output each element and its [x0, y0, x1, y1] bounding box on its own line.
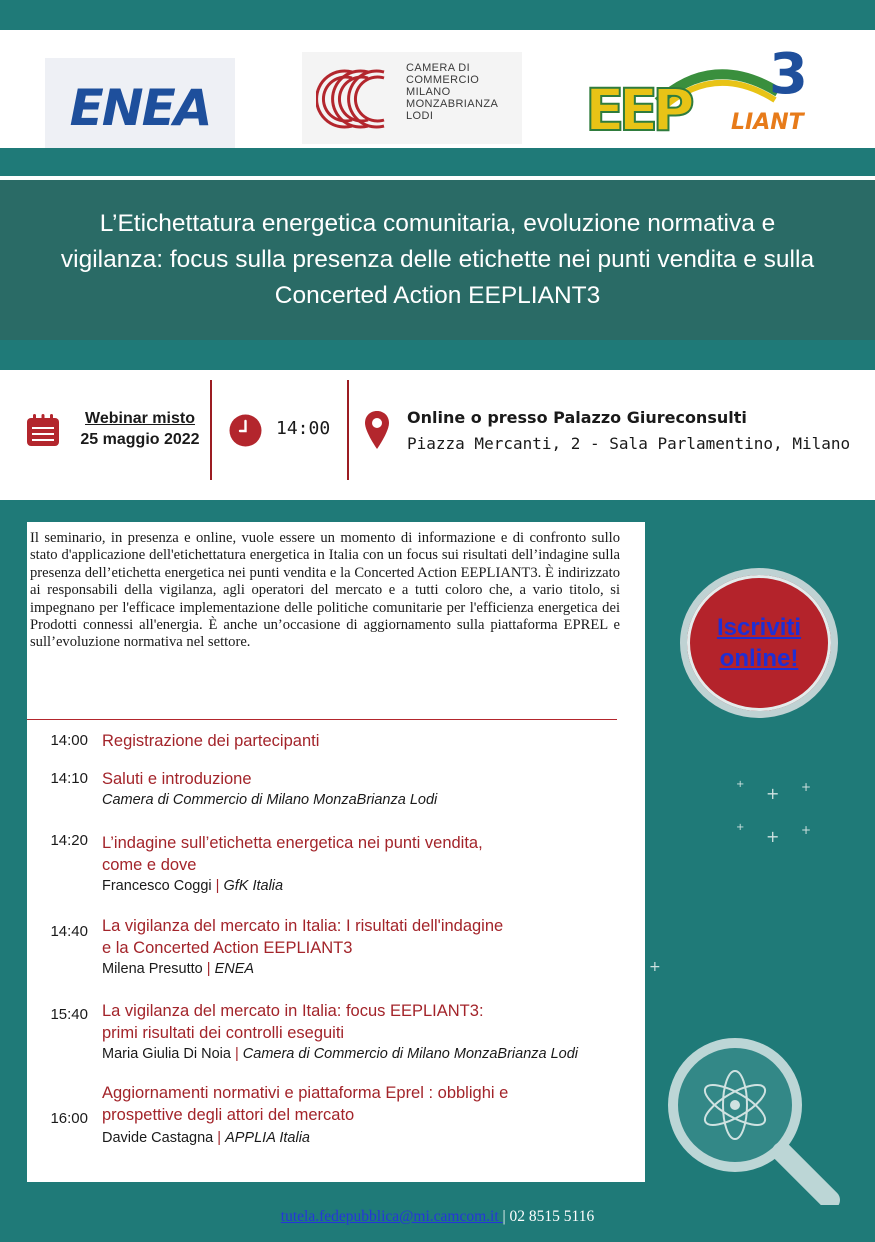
agenda-org: GfK Italia — [223, 878, 284, 894]
divider-band — [0, 148, 875, 176]
register-button[interactable] — [680, 568, 838, 718]
chamber-line: LODI — [406, 110, 434, 122]
enea-logo — [45, 58, 235, 158]
sparkle-icon: + — [736, 779, 745, 790]
eepliant-letters: EEP — [585, 76, 689, 144]
agenda-title-line: come e dove — [102, 856, 197, 874]
agenda-time: 14:10 — [50, 770, 88, 787]
agenda-separator: | — [206, 961, 211, 977]
agenda-title-line: L’indagine sull’etichetta energetica nei punti vendita, — [102, 834, 483, 852]
agenda-title: Saluti e introduzione — [102, 770, 252, 788]
sparkle-icon: + — [736, 822, 745, 833]
chamber-line: MONZABRIANZA — [406, 98, 499, 110]
agenda-separator: | — [234, 1046, 239, 1062]
top-band — [0, 0, 875, 30]
sparkle-icon: + — [649, 959, 661, 975]
footer-contact — [0, 1208, 875, 1226]
agenda-speaker: Maria Giulia Di Noia — [102, 1046, 231, 1062]
agenda-time: 14:20 — [50, 832, 88, 849]
event-time: 14:00 — [276, 418, 331, 439]
sparkle-icon: + — [801, 780, 812, 794]
agenda-title-line: La vigilanza del mercato in Italia: focus EEPLIANT3: — [102, 1002, 484, 1020]
agenda-speaker-line — [102, 792, 642, 808]
agenda-speaker: Davide Castagna — [102, 1130, 214, 1146]
agenda-speaker: Milena Presutto — [102, 961, 203, 977]
venue-address: Piazza Mercanti, 2 - Sala Parlamentino, Milano — [407, 434, 851, 453]
agenda-speaker-line — [102, 1130, 642, 1146]
chamber-line: COMMERCIO — [406, 74, 480, 86]
chamber-of-commerce-logo — [302, 52, 522, 144]
hero-title: L’Etichettatura energetica comunitaria, evoluzione normativa e vigilanza: focus sulla presenza delle etichette nei punti vendita e sulla Concerted Action EEPLIANT3 — [0, 180, 875, 340]
agenda-speaker: Francesco Coggi — [102, 878, 212, 894]
event-date-block — [70, 408, 210, 450]
chamber-logo-text — [406, 62, 498, 122]
location-pin-icon — [364, 410, 390, 450]
agenda-separator: | — [217, 1130, 222, 1146]
divider-line — [210, 380, 212, 480]
logo-row — [0, 30, 875, 148]
agenda-speaker-line — [102, 961, 642, 977]
agenda-time: 15:40 — [50, 1006, 88, 1023]
agenda-org: ENEA — [214, 961, 255, 977]
agenda-title-line: e la Concerted Action EEPLIANT3 — [102, 939, 353, 957]
agenda-time: 16:00 — [50, 1110, 88, 1127]
agenda-time: 14:00 — [50, 732, 88, 749]
eepliant3-logo — [583, 42, 815, 156]
sparkle-icon: + — [766, 784, 780, 803]
divider-band — [0, 340, 875, 370]
agenda-title-line: prospettive degli attori del mercato — [102, 1106, 355, 1124]
chamber-logo-mark-icon — [316, 64, 396, 134]
agenda-title — [102, 1082, 622, 1126]
sparkle-icon: + — [766, 827, 780, 846]
divider-line — [347, 380, 349, 480]
register-line: Iscriviti — [716, 614, 802, 641]
magnifying-glass-icon — [660, 1010, 860, 1210]
agenda-time: 14:40 — [50, 923, 88, 940]
agenda-org: Camera di Commercio di Milano MonzaBrianza Lodi — [242, 1046, 579, 1062]
agenda-speaker-line — [102, 1046, 642, 1062]
clock-icon — [229, 414, 262, 447]
agenda-title-line: La vigilanza del mercato in Italia: I risultati dell'indagine — [102, 917, 504, 935]
agenda-title-line: primi risultati dei controlli eseguiti — [102, 1024, 345, 1042]
agenda-separator: | — [215, 878, 220, 894]
agenda-title — [102, 915, 622, 959]
register-line: online! — [719, 645, 799, 672]
footer-separator: | — [502, 1208, 506, 1225]
venue-title: Online o presso Palazzo Giureconsulti — [407, 408, 747, 427]
event-date: 25 maggio 2022 — [80, 431, 200, 448]
intro-paragraph: Il seminario, in presenza e online, vuole essere un momento di informazione e di confronto sullo stato d'applicazione dell'etichettatura energetica in Italia con un focus sui risultati dell’indagine sulla presenza dell’etichetta energetica nei punti vendita e la Concerted Action EEPLIANT3. È indirizzato ai responsabili della vigilanza, agli operatori del mercato e a tutti coloro che, a vario titolo, si impegnano per l'efficace implementazione delle politiche comunitarie per l'efficienza energetica dei Prodotti connessi all'energia. È anche un’occasione di aggiornamento sulla piattaforma EPREL e sull’evoluzione normativa nel settore. — [30, 530, 620, 651]
eepliant-tail: LIANT — [731, 110, 804, 135]
agenda-title — [102, 832, 622, 876]
agenda-divider — [27, 719, 617, 720]
calendar-icon — [26, 413, 60, 447]
agenda-title — [102, 1000, 622, 1044]
chamber-line: MILANO — [406, 86, 451, 98]
agenda-title-line: Aggiornamenti normativi e piattaforma Eprel : obblighi e — [102, 1084, 509, 1102]
event-format: Webinar misto — [85, 410, 195, 427]
enea-logo-text: ENEA — [69, 79, 211, 137]
footer-email-link[interactable]: tutela.fedepubblica@mi.camcom.it — [280, 1208, 503, 1225]
agenda-org: APPLIA Italia — [225, 1130, 310, 1146]
event-info — [0, 370, 875, 500]
eepliant-number: 3 — [769, 42, 808, 107]
sparkle-icon: + — [801, 823, 812, 837]
register-link[interactable] — [699, 612, 819, 674]
agenda-org: Camera di Commercio di Milano MonzaBrianza Lodi — [102, 792, 438, 808]
footer-phone: 02 8515 5116 — [509, 1208, 595, 1225]
chamber-line: CAMERA DI — [406, 62, 471, 74]
agenda-speaker-line — [102, 878, 642, 894]
agenda-title: Registrazione dei partecipanti — [102, 732, 320, 750]
